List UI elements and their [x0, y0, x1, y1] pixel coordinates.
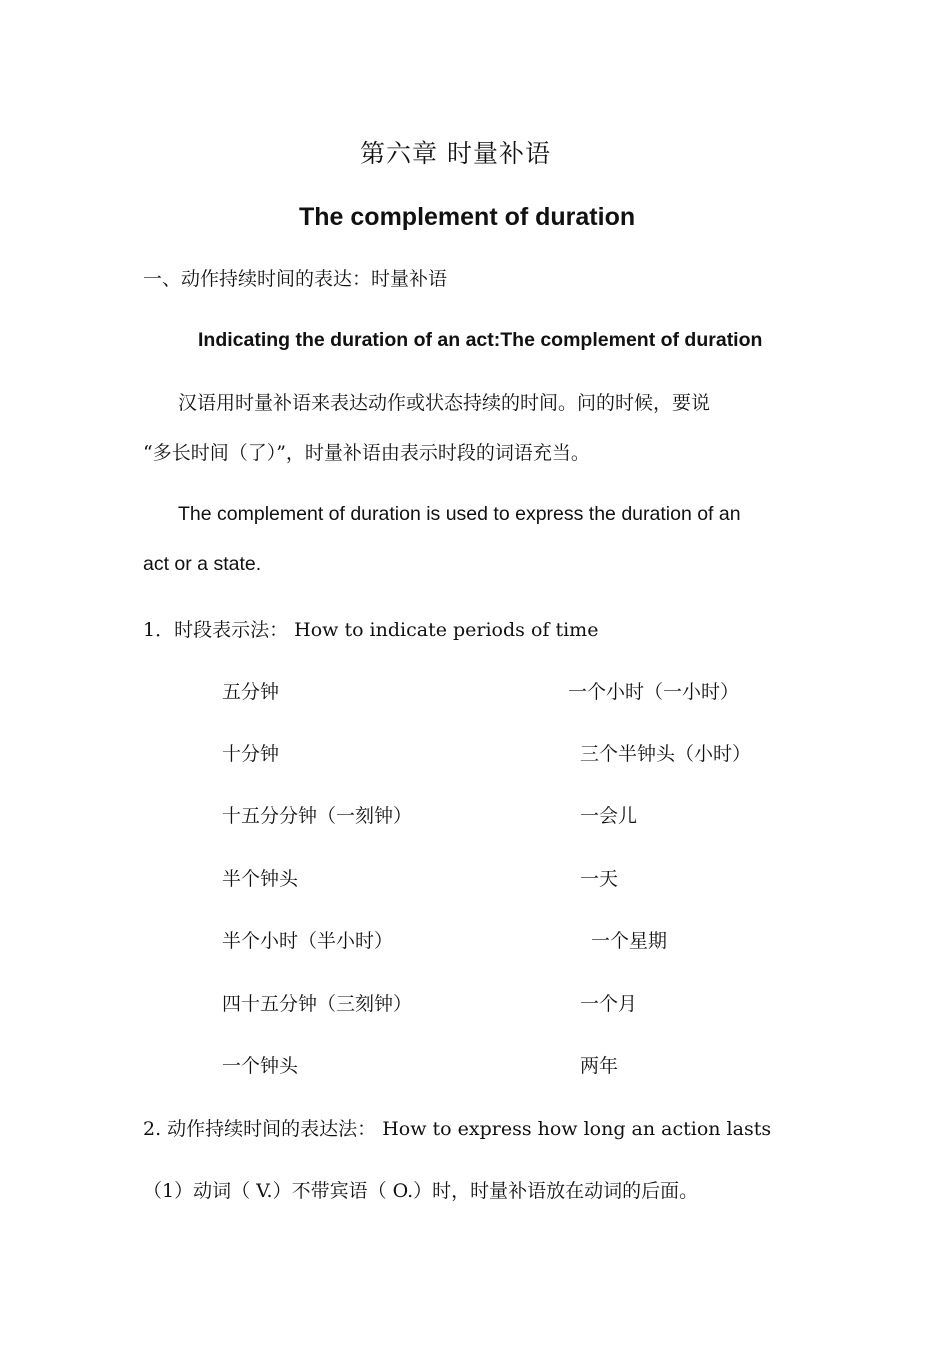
list-item: 半个小时（半小时） [222, 930, 394, 952]
paragraph-english-line-1: The complement of duration is used to express the duration of an [178, 503, 741, 525]
list-item: 一个钟头 [222, 1055, 299, 1077]
list-item: 一个小时（一小时） [568, 681, 740, 703]
list-item: 一会儿 [580, 805, 638, 827]
paragraph-chinese-line-1: 汉语用时量补语来表达动作或状态持续的时间。问的时候，要说 [178, 392, 711, 414]
point-2-subpoint-1: （1）动词（ V.）不带宾语（ O.）时，时量补语放在动词的后面。 [143, 1180, 699, 1202]
section-heading-english: Indicating the duration of an act:The complement of duration [198, 329, 763, 351]
list-item: 三个半钟头（小时） [580, 743, 752, 765]
list-item: 一天 [580, 868, 619, 890]
list-item: 半个钟头 [222, 868, 299, 890]
list-item: 五分钟 [222, 681, 280, 703]
point-2-heading: 2. 动作持续时间的表达法： How to express how long an action lasts [143, 1118, 772, 1140]
point-1-heading: 1．时段表示法： How to indicate periods of time [143, 619, 599, 641]
list-item: 四十五分钟（三刻钟） [222, 993, 413, 1015]
list-item: 一个星期 [591, 930, 668, 952]
list-item: 十五分分钟（一刻钟） [222, 805, 413, 827]
paragraph-chinese-line-2: “多长时间（了）”，时量补语由表示时段的词语充当。 [143, 442, 590, 464]
section-heading-chinese: 一、动作持续时间的表达：时量补语 [143, 268, 448, 290]
list-item: 两年 [580, 1055, 619, 1077]
list-item: 十分钟 [222, 743, 280, 765]
chapter-title-english: The complement of duration [299, 203, 636, 231]
list-item: 一个月 [580, 993, 638, 1015]
chapter-title-chinese: 第六章 时量补语 [360, 139, 551, 168]
paragraph-english-line-2: act or a state. [143, 553, 262, 575]
